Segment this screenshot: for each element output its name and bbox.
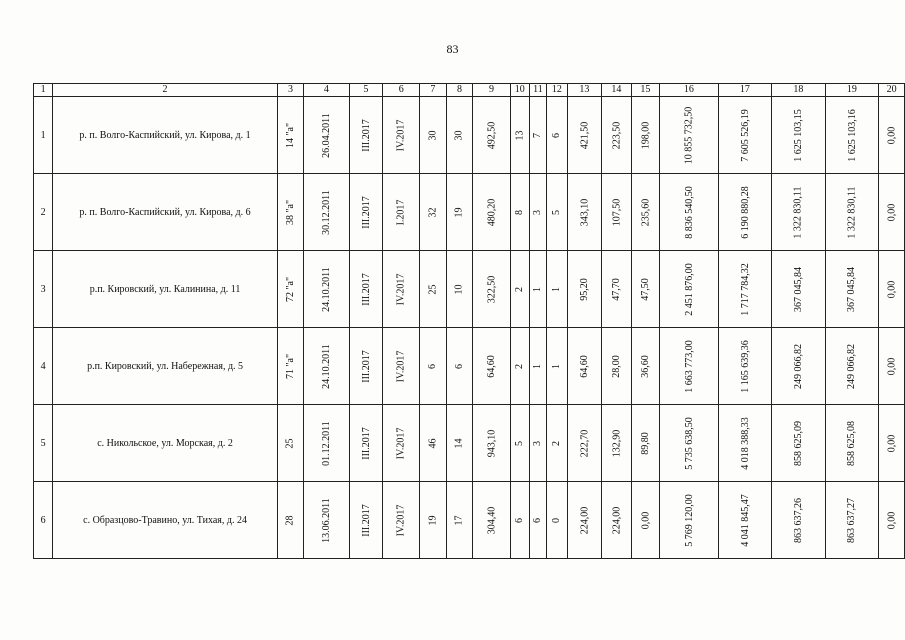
cell-value: 30 (427, 130, 439, 140)
table-cell (879, 174, 905, 251)
cell-value: 01.12.2011 (320, 420, 332, 466)
cell-value: 10 855 732,50 (683, 106, 695, 164)
cell-value: 72 "а" (284, 276, 296, 302)
table-cell (473, 482, 510, 559)
table-cell (510, 482, 529, 559)
table-cell (547, 482, 568, 559)
cell-value: 235,60 (639, 198, 651, 226)
data-table (33, 83, 905, 559)
column-header-15: 15 (631, 84, 660, 97)
cell-value: 1 625 103,15 (792, 108, 804, 162)
table-cell (631, 405, 660, 482)
table-cell (420, 97, 446, 174)
table-cell (420, 251, 446, 328)
row-number-cell: 1 (34, 97, 53, 174)
column-header-1: 1 (34, 84, 53, 97)
cell-value: 322,50 (486, 275, 498, 303)
address-cell: р. п. Волго-Каспийский, ул. Кирова, д. 1 (53, 97, 278, 174)
table-cell (602, 328, 632, 405)
table-cell (718, 328, 772, 405)
table-cell (446, 174, 473, 251)
cell-value: 0,00 (886, 434, 898, 452)
table-cell (631, 328, 660, 405)
cell-value: 32 (427, 207, 439, 217)
table-cell (473, 97, 510, 174)
cell-value: 480,20 (486, 198, 498, 226)
cell-value: 7 605 526,19 (739, 108, 751, 162)
table-cell (825, 328, 879, 405)
table-cell (277, 251, 303, 328)
table-cell (383, 97, 420, 174)
cell-value: 10 (453, 284, 465, 294)
cell-value: 14 "а" (284, 122, 296, 148)
row-number-cell: 2 (34, 174, 53, 251)
cell-value: 95,20 (578, 277, 590, 301)
cell-value: IV.2017 (395, 119, 407, 151)
table-cell (631, 174, 660, 251)
table-cell (529, 174, 546, 251)
cell-value: 223,50 (610, 121, 622, 149)
cell-value: 19 (427, 515, 439, 525)
page-number: 83 (446, 42, 459, 56)
table-cell (473, 405, 510, 482)
table-cell (277, 405, 303, 482)
cell-value: 46 (427, 438, 439, 448)
table-cell (718, 405, 772, 482)
cell-value: 64,60 (486, 354, 498, 378)
cell-value: 858 625,09 (792, 420, 804, 466)
address-cell: с. Никольское, ул. Морская, д. 2 (53, 405, 278, 482)
cell-value: 89,80 (639, 431, 651, 455)
table-cell (510, 174, 529, 251)
table-cell (772, 251, 826, 328)
cell-value: 4 041 845,47 (739, 493, 751, 547)
cell-value: 47,70 (610, 277, 622, 301)
table-cell (825, 174, 879, 251)
table-cell (510, 97, 529, 174)
cell-value: 0,00 (886, 203, 898, 221)
cell-value: 25 (427, 284, 439, 294)
column-header-6: 6 (383, 84, 420, 97)
table-cell (631, 251, 660, 328)
table-cell (718, 251, 772, 328)
cell-value: 421,50 (578, 121, 590, 149)
table-cell (567, 174, 601, 251)
cell-value: 5 769 120,00 (683, 493, 695, 547)
table-cell (473, 251, 510, 328)
cell-value: 0 (551, 517, 563, 523)
table-cell (420, 174, 446, 251)
column-header-20: 20 (879, 84, 905, 97)
table-cell (660, 174, 719, 251)
table-cell (772, 482, 826, 559)
cell-value: 17 (453, 515, 465, 525)
table-cell (825, 405, 879, 482)
table-cell (277, 482, 303, 559)
cell-value: 1 625 103,16 (846, 108, 858, 162)
table-cell (383, 405, 420, 482)
table-cell (547, 174, 568, 251)
column-header-10: 10 (510, 84, 529, 97)
table-cell (718, 482, 772, 559)
table-cell (510, 405, 529, 482)
cell-value: 1 (551, 286, 563, 292)
table-cell (879, 328, 905, 405)
table-cell (772, 328, 826, 405)
cell-value: 2 451 876,00 (683, 262, 695, 316)
table-row (34, 482, 905, 559)
table-cell (304, 405, 350, 482)
table-cell (567, 482, 601, 559)
column-header-7: 7 (420, 84, 446, 97)
cell-value: 492,50 (486, 121, 498, 149)
cell-value: 1 322 830,11 (846, 185, 858, 239)
column-header-5: 5 (349, 84, 383, 97)
cell-value: 5 735 638,50 (683, 416, 695, 470)
cell-value: 1 322 830,11 (792, 185, 804, 239)
table-cell (529, 97, 546, 174)
cell-value: 7 (532, 132, 544, 138)
table-row (34, 251, 905, 328)
cell-value: 0,00 (886, 357, 898, 375)
table-cell (567, 328, 601, 405)
cell-value: 28 (284, 515, 296, 525)
column-header-19: 19 (825, 84, 879, 97)
cell-value: 30 (453, 130, 465, 140)
cell-value: 3 (532, 440, 544, 446)
table-cell (660, 328, 719, 405)
cell-value: 0,00 (886, 280, 898, 298)
cell-value: 13.06.2011 (320, 497, 332, 543)
table-cell (446, 251, 473, 328)
table-cell (602, 174, 632, 251)
table-cell (383, 251, 420, 328)
cell-value: 367 045,84 (846, 266, 858, 312)
table-cell (420, 482, 446, 559)
table-cell (383, 482, 420, 559)
table-cell (660, 97, 719, 174)
table-cell (602, 405, 632, 482)
column-header-9: 9 (473, 84, 510, 97)
cell-value: 14 (453, 438, 465, 448)
cell-value: 0,00 (639, 511, 651, 529)
cell-value: 224,00 (578, 506, 590, 534)
column-header-16: 16 (660, 84, 719, 97)
table-cell (879, 97, 905, 174)
column-header-14: 14 (602, 84, 632, 97)
cell-value: 13 (514, 130, 526, 140)
table-cell (446, 97, 473, 174)
table-cell (602, 251, 632, 328)
table-cell (529, 328, 546, 405)
address-cell: р.п. Кировский, ул. Набережная, д. 5 (53, 328, 278, 405)
table-row (34, 174, 905, 251)
column-header-11: 11 (529, 84, 546, 97)
cell-value: 2 (514, 363, 526, 369)
table-cell (772, 97, 826, 174)
cell-value: 64,60 (578, 354, 590, 378)
table-cell (277, 328, 303, 405)
table-cell (473, 174, 510, 251)
cell-value: 943,10 (486, 429, 498, 457)
cell-value: 0,00 (886, 511, 898, 529)
cell-value: 2 (551, 440, 563, 446)
address-cell: с. Образцово-Травино, ул. Тихая, д. 24 (53, 482, 278, 559)
table-row (34, 328, 905, 405)
table-cell (718, 97, 772, 174)
column-header-12: 12 (547, 84, 568, 97)
table-cell (547, 97, 568, 174)
cell-value: 1 663 773,00 (683, 339, 695, 393)
cell-value: 249 066,82 (846, 343, 858, 389)
table-cell (349, 174, 383, 251)
cell-value: 30.12.2011 (320, 189, 332, 235)
table-cell (567, 97, 601, 174)
cell-value: 2 (514, 286, 526, 292)
row-number-cell: 5 (34, 405, 53, 482)
table-cell (825, 482, 879, 559)
table-cell (349, 97, 383, 174)
table-cell (349, 405, 383, 482)
table-cell (446, 328, 473, 405)
table-cell (660, 482, 719, 559)
table-cell (602, 97, 632, 174)
table-cell (825, 251, 879, 328)
table-cell (383, 328, 420, 405)
cell-value: 71 "а" (284, 353, 296, 379)
table-cell (879, 251, 905, 328)
table-cell (349, 328, 383, 405)
cell-value: 3 (532, 209, 544, 215)
table-cell (602, 482, 632, 559)
cell-value: 1 (551, 363, 563, 369)
cell-value: 304,40 (486, 506, 498, 534)
table-cell (879, 405, 905, 482)
cell-value: 132,90 (610, 429, 622, 457)
table-cell (879, 482, 905, 559)
cell-value: 5 (514, 440, 526, 446)
cell-value: 863 637,26 (792, 497, 804, 543)
table-cell (631, 97, 660, 174)
cell-value: 6 (532, 517, 544, 523)
cell-value: III.2017 (360, 195, 372, 229)
table-cell (420, 405, 446, 482)
cell-value: III.2017 (360, 426, 372, 460)
cell-value: 858 625,08 (846, 420, 858, 466)
column-header-3: 3 (277, 84, 303, 97)
cell-value: 19 (453, 207, 465, 217)
cell-value: 6 (551, 132, 563, 138)
table-cell (304, 174, 350, 251)
cell-value: 24.10.2011 (320, 266, 332, 312)
table-cell (660, 251, 719, 328)
table-row (34, 405, 905, 482)
column-header-17: 17 (718, 84, 772, 97)
cell-value: 1 (532, 286, 544, 292)
table-cell (510, 328, 529, 405)
cell-value: 367 045,84 (792, 266, 804, 312)
table-cell (547, 405, 568, 482)
column-header-18: 18 (772, 84, 826, 97)
table-cell (349, 251, 383, 328)
row-number-cell: 3 (34, 251, 53, 328)
table-cell (304, 328, 350, 405)
cell-value: III.2017 (360, 349, 372, 383)
cell-value: 1 (532, 363, 544, 369)
cell-value: IV.2017 (395, 350, 407, 382)
cell-value: 1 165 639,36 (739, 339, 751, 393)
table-row (34, 97, 905, 174)
cell-value: 8 836 540,50 (683, 185, 695, 239)
cell-value: I.2017 (395, 199, 407, 225)
table-cell (631, 482, 660, 559)
table-cell (473, 328, 510, 405)
table-cell (277, 97, 303, 174)
cell-value: 863 637,27 (846, 497, 858, 543)
table-cell (567, 405, 601, 482)
cell-value: 5 (551, 209, 563, 215)
column-header-4: 4 (304, 84, 350, 97)
table-cell (718, 174, 772, 251)
table-cell (825, 97, 879, 174)
cell-value: III.2017 (360, 503, 372, 537)
table-cell (383, 174, 420, 251)
cell-value: 6 (453, 363, 465, 369)
cell-value: III.2017 (360, 118, 372, 152)
table-cell (567, 251, 601, 328)
cell-value: IV.2017 (395, 427, 407, 459)
cell-value: IV.2017 (395, 273, 407, 305)
table-cell (304, 97, 350, 174)
table-cell (420, 328, 446, 405)
table-cell (510, 251, 529, 328)
cell-value: 6 190 880,28 (739, 185, 751, 239)
column-header-2: 2 (53, 84, 278, 97)
table-cell (446, 482, 473, 559)
table-cell (529, 405, 546, 482)
table-cell (772, 174, 826, 251)
address-cell: р.п. Кировский, ул. Калинина, д. 11 (53, 251, 278, 328)
table-cell (446, 405, 473, 482)
cell-value: III.2017 (360, 272, 372, 306)
cell-value: 6 (427, 363, 439, 369)
cell-value: 343,10 (578, 198, 590, 226)
table-cell (349, 482, 383, 559)
table-cell (660, 405, 719, 482)
table-cell (529, 251, 546, 328)
cell-value: 222,70 (578, 429, 590, 457)
cell-value: 107,50 (610, 198, 622, 226)
cell-value: 6 (514, 517, 526, 523)
row-number-cell: 6 (34, 482, 53, 559)
cell-value: 47,50 (639, 277, 651, 301)
table-cell (772, 405, 826, 482)
address-cell: р. п. Волго-Каспийский, ул. Кирова, д. 6 (53, 174, 278, 251)
cell-value: 8 (514, 209, 526, 215)
cell-value: 0,00 (886, 126, 898, 144)
table-cell (529, 482, 546, 559)
cell-value: 25 (284, 438, 296, 448)
table-cell (277, 174, 303, 251)
cell-value: 198,00 (639, 121, 651, 149)
column-header-13: 13 (567, 84, 601, 97)
table-cell (304, 251, 350, 328)
cell-value: 28,00 (610, 354, 622, 378)
row-number-cell: 4 (34, 328, 53, 405)
cell-value: IV.2017 (395, 504, 407, 536)
table-cell (547, 328, 568, 405)
cell-value: 38 "а" (284, 199, 296, 225)
cell-value: 36,60 (639, 354, 651, 378)
cell-value: 224,00 (610, 506, 622, 534)
header-row (34, 84, 905, 97)
cell-value: 4 018 388,33 (739, 416, 751, 470)
column-header-8: 8 (446, 84, 473, 97)
cell-value: 249 066,82 (792, 343, 804, 389)
table-cell (547, 251, 568, 328)
cell-value: 24.10.2011 (320, 343, 332, 389)
cell-value: 1 717 784,32 (739, 262, 751, 316)
table-cell (304, 482, 350, 559)
cell-value: 26.04.2011 (320, 112, 332, 158)
